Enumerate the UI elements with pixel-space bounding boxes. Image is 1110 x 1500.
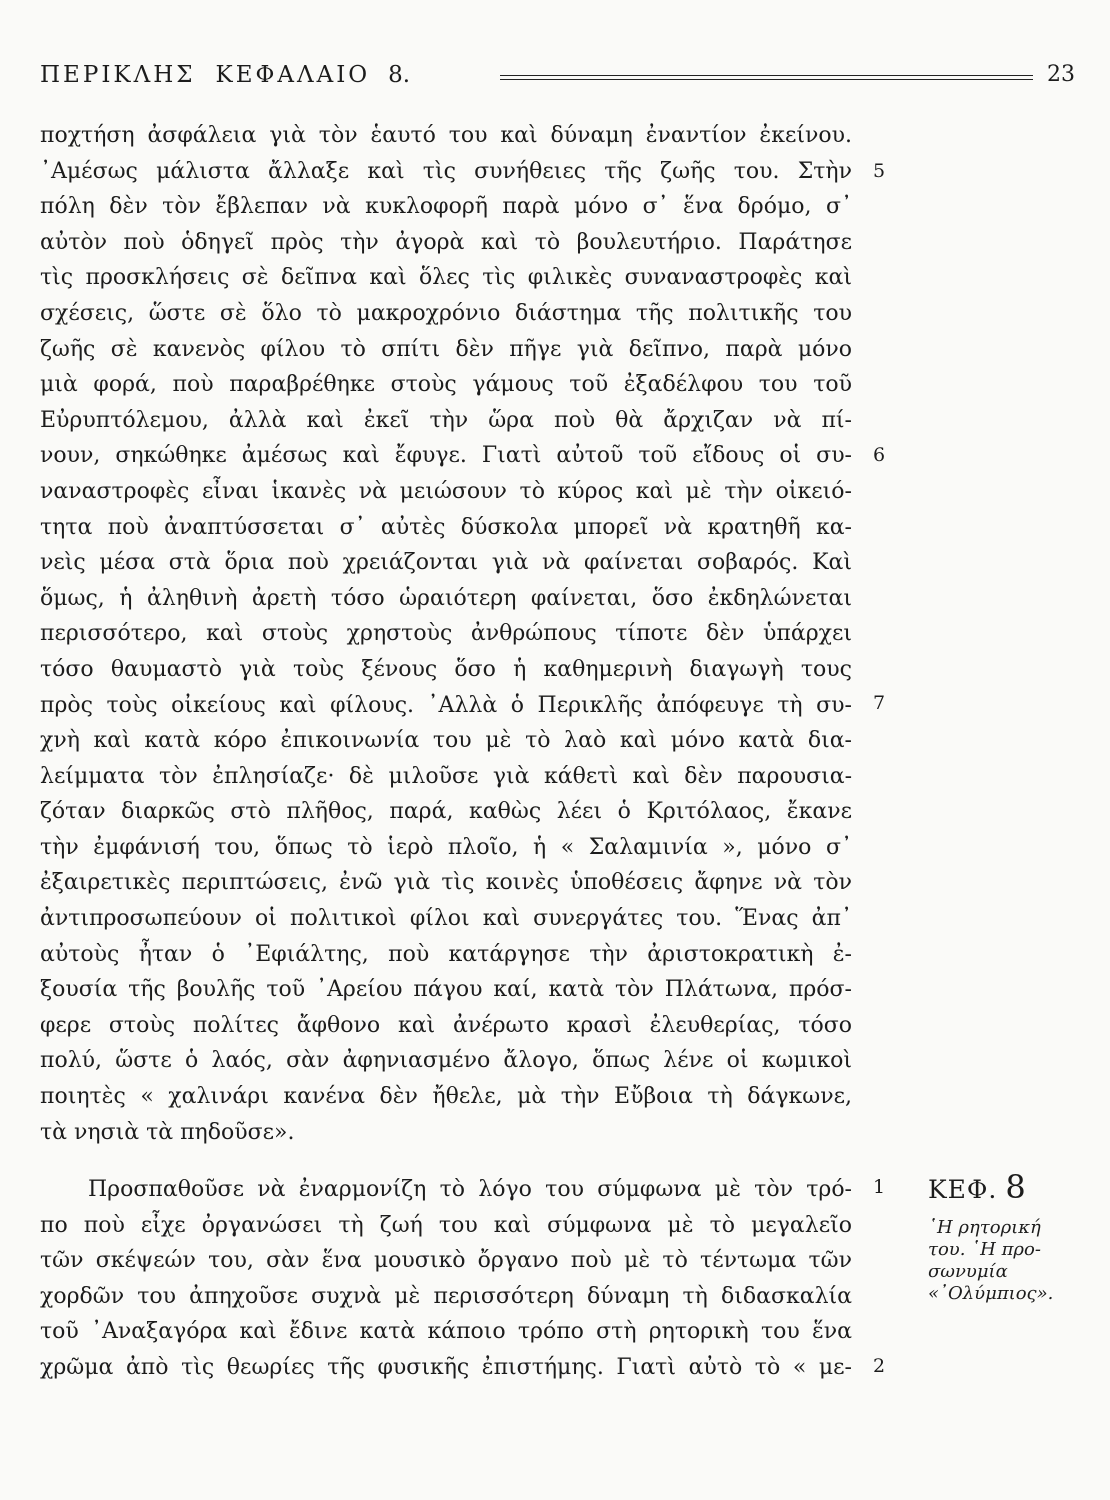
side-note-chapter-label: ΚΕΦ. [928, 1175, 998, 1204]
side-note-line: «᾿Ολύμπιος». [928, 1283, 1054, 1304]
text-line: πολύ, ὥστε ὁ λαός, σὰν ἀφηνιασμένο ἄλογο, ὅπως λένε οἱ κωμικοὶ [40, 1048, 852, 1074]
text-line: τόσο θαυμαστὸ γιὰ τοὺς ξένους ὅσο ἡ καθημερινὴ διαγωγὴ τους [40, 656, 852, 682]
margin-section-number: 7 [873, 692, 886, 714]
text-line: νουν, σηκώθηκε ἀμέσως καὶ ἔφυγε. Γιατὶ αὐτοῦ τοῦ εἴδους οἱ συ- [40, 443, 852, 469]
text-line: πρὸς τοὺς οἰκείους καὶ φίλους. ᾿Αλλὰ ὁ Περικλῆς ἀπόφευγε τὴ συ- [40, 692, 852, 718]
text-line: τὴν ἐμφάνισή του, ὅπως τὸ ἱερὸ πλοῖο, ἡ « Σαλαμινία », μόνο σ᾿ [40, 834, 852, 860]
text-line: τοῦ ᾿Αναξαγόρα καὶ ἔδινε κατὰ κάποιο τρόπο στὴ ρητορικὴ του ἕνα [40, 1319, 852, 1345]
text-line: πόλη δὲν τὸν ἔβλεπαν νὰ κυκλοφορῆ παρὰ μόνο σ᾿ ἕνα δρόμο, σ᾿ [40, 194, 852, 220]
text-line: πο ποὺ εἶχε ὀργανώσει τὴ ζωή του καὶ σύμφωνα μὲ τὸ μεγαλεῖο [40, 1212, 852, 1238]
text-line: τὰ νησιὰ τὰ πηδοῦσε». [40, 1119, 295, 1145]
side-note-line: σωνυμία [928, 1261, 1008, 1282]
text-line: χνὴ καὶ κατὰ κόρο ἐπικοινωνία του μὲ τὸ λαὸ καὶ μόνο κατὰ δια- [40, 728, 852, 754]
text-line: τὶς προσκλήσεις σὲ δεῖπνα καὶ ὅλες τὶς φιλικὲς συναναστροφὲς καὶ [40, 265, 852, 291]
text-line: νεὶς μέσα στὰ ὅρια ποὺ χρειάζονται γιὰ νὰ φαίνεται σοβαρός. Καὶ [40, 550, 852, 576]
text-line: ναναστροφὲς εἶναι ἱκανὲς νὰ μειώσουν τὸ κύρος καὶ μὲ τὴν οἰκειό- [40, 478, 852, 504]
text-line: φερε στοὺς πολίτες ἄφθονο καὶ ἀνέρωτο κρασὶ ἐλευθερίας, τόσο [40, 1012, 852, 1038]
text-line: αὐτοὺς ἦταν ὁ ᾿Εφιάλτης, ποὺ κατάργησε τὴν ἀριστοκρατικὴ ἐ- [40, 941, 852, 967]
text-line: τητα ποὺ ἀναπτύσσεται σ᾿ αὐτὲς δύσκολα μπορεῖ νὰ κρατηθῆ κα- [40, 514, 852, 540]
running-title [40, 62, 410, 88]
side-note-line: του. ῾Η προ- [928, 1239, 1041, 1260]
text-line: αὐτὸν ποὺ ὁδηγεῖ πρὸς τὴν ἀγορὰ καὶ τὸ βουλευτήριο. Παράτησε [40, 229, 852, 255]
side-note-chapter-number: 8 [1005, 1168, 1027, 1206]
chapter-label: ΚΕΦΑΛΑΙΟ [215, 62, 371, 88]
margin-section-number: 1 [873, 1176, 886, 1198]
page-number: 23 [1047, 62, 1075, 87]
text-line: ξουσία τῆς βουλῆς τοῦ ᾿Αρείου πάγου καί, κατὰ τὸν Πλάτωνα, πρόσ- [40, 977, 852, 1003]
chapter-side-note [928, 1170, 1088, 1305]
text-line: μιὰ φορά, ποὺ παραβρέθηκε στοὺς γάμους τοῦ ἐξαδέλφου του τοῦ [40, 372, 852, 398]
text-line: ζόταν διαρκῶς στὸ πλῆθος, παρά, καθὼς λέει ὁ Κριτόλαος, ἔκανε [40, 799, 852, 825]
paragraph-1 [40, 118, 852, 1150]
text-line: λείμματα τὸν ἐπλησίαζε· δὲ μιλοῦσε γιὰ κάθετὶ καὶ δὲν παρουσια- [40, 763, 852, 789]
text-line: ζωῆς σὲ κανενὸς φίλου τὸ σπίτι δὲν πῆγε γιὰ δεῖπνο, παρὰ μόνο [40, 336, 852, 362]
text-line: χρῶμα ἀπὸ τὶς θεωρίες τῆς φυσικῆς ἐπιστήμης. Γιατὶ αὐτὸ τὸ « με- [40, 1354, 852, 1380]
text-line: Προσπαθοῦσε νὰ ἐναρμονίζη τὸ λόγο του σύμφωνα μὲ τὸν τρό- [88, 1177, 852, 1202]
book-title: ΠΕΡΙΚΛΗΣ [40, 62, 196, 88]
text-line: Εὐρυπτόλεμου, ἀλλὰ καὶ ἐκεῖ τὴν ὥρα ποὺ θὰ ἄρχιζαν νὰ πί- [40, 407, 852, 433]
text-line: χορδῶν του ἀπηχοῦσε συχνὰ μὲ περισσότερη δύναμη τὴ διδασκαλία [40, 1283, 852, 1309]
text-line: ᾿Αμέσως μάλιστα ἄλλαξε καὶ τὶς συνήθειες τῆς ζωῆς του. Στὴν [40, 158, 852, 184]
paragraph-2 [40, 1172, 852, 1386]
margin-section-number: 6 [873, 444, 886, 466]
side-note-heading [928, 1170, 1088, 1207]
text-line: ποιητὲς « χαλινάρι κανένα δὲν ἤθελε, μὰ τὴν Εὔβοια τὴ δάγκωνε, [40, 1084, 852, 1110]
running-header [40, 58, 1075, 94]
margin-section-number: 5 [873, 160, 886, 182]
chapter-number: 8. [388, 62, 411, 88]
text-line: ὅμως, ἡ ἀληθινὴ ἀρετὴ τόσο ὡραιότερη φαίνεται, ὅσο ἐκδηλώνεται [40, 585, 852, 611]
header-rule [500, 75, 1033, 80]
text-line: ἀντιπροσωπεύουν οἱ πολιτικοὶ φίλοι καὶ συνεργάτες του. Ἕνας ἀπ᾿ [40, 906, 852, 932]
text-line: ποχτήση ἀσφάλεια γιὰ τὸν ἑαυτό του καὶ δύναμη ἐναντίον ἐκείνου. [40, 123, 852, 148]
margin-section-number: 2 [873, 1355, 886, 1377]
side-note-line: ῾Η ρητορική [928, 1217, 1041, 1238]
text-line: τῶν σκέψεών του, σὰν ἕνα μουσικὸ ὄργανο ποὺ μὲ τὸ τέντωμα τῶν [40, 1248, 852, 1274]
text-line: περισσότερο, καὶ στοὺς χρηστοὺς ἀνθρώπους τίποτε δὲν ὑπάρχει [40, 621, 852, 647]
text-line: ἐξαιρετικὲς περιπτώσεις, ἐνῶ γιὰ τὶς κοινὲς ὑποθέσεις ἄφηνε νὰ τὸν [40, 870, 852, 896]
text-line: σχέσεις, ὥστε σὲ ὅλο τὸ μακροχρόνιο διάστημα τῆς πολιτικῆς του [40, 300, 852, 326]
